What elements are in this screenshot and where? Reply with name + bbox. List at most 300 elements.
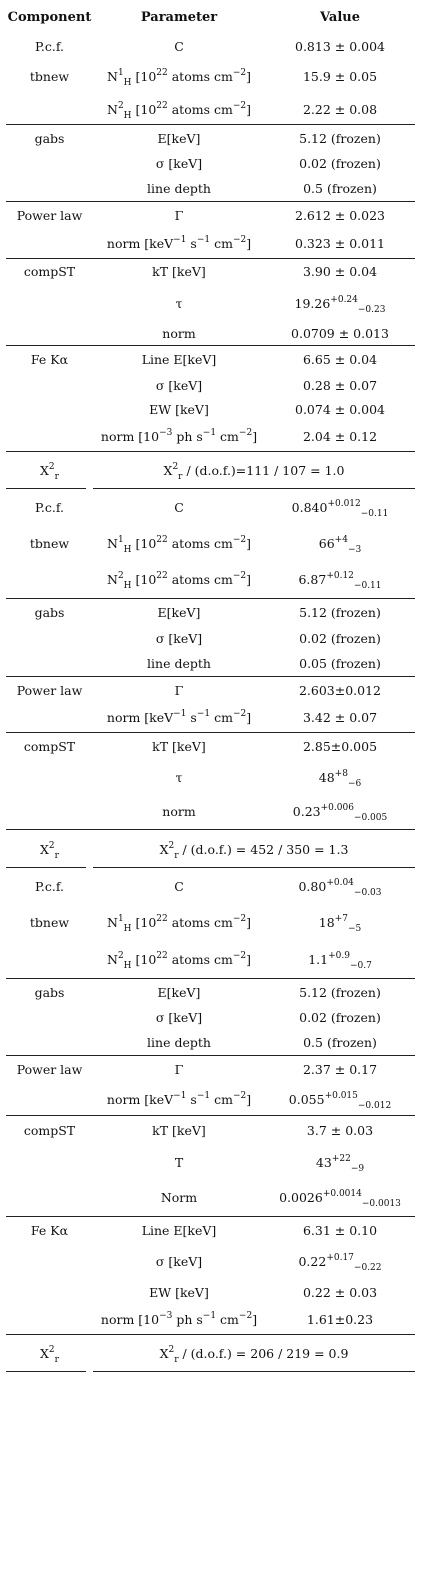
text-run: cm [210, 710, 233, 725]
table-row [6, 176, 415, 201]
parameter-cell [93, 739, 265, 754]
text-run: 6.65 ± 0.04 [302, 352, 378, 367]
component-cell: gabs [34, 130, 65, 146]
text-run: 2.612 ± 0.023 [295, 207, 385, 223]
table-row [6, 561, 415, 598]
component-cell: compST [23, 264, 76, 279]
value-cell [265, 1062, 415, 1077]
text-run: 2.22 ± 0.08 [302, 101, 378, 117]
parameter-cell [93, 1035, 265, 1050]
component-cell: Fe Kα [30, 1223, 69, 1238]
superscript: 22 [156, 914, 168, 924]
text-run: cm [216, 1312, 239, 1327]
superscript: −2 [232, 234, 247, 245]
table-row [6, 1056, 415, 1083]
text-run: [10 [131, 101, 157, 117]
text-run: 6.31 ± 0.10 [302, 1223, 378, 1238]
statistic-cell [93, 462, 415, 482]
value-cell [265, 950, 415, 971]
text-run: 0.813 ± 0.004 [295, 39, 385, 54]
text-run: Χ [40, 463, 49, 478]
table-row [6, 651, 415, 676]
table-row [6, 397, 415, 422]
text-run: / (d.o.f.)=111 / 107 = 1.0 [182, 463, 345, 478]
parameter-group [6, 489, 415, 599]
rule-left [6, 867, 86, 868]
subscript: −0.0013 [361, 1199, 401, 1209]
parameter-group [6, 259, 415, 346]
text-run: kT [keV] [152, 264, 206, 279]
superscript: 1 [117, 914, 124, 924]
value-cell [265, 656, 415, 671]
subscript: −0.7 [349, 960, 372, 971]
table-row [6, 703, 415, 732]
subscript: −0.22 [353, 1263, 382, 1273]
table-row [6, 489, 415, 526]
value-cell [265, 878, 415, 898]
parameter-cell [93, 914, 265, 934]
text-run: norm [keV [106, 235, 174, 251]
text-run: 48 [318, 769, 335, 785]
header-parameter: Parameter [140, 9, 218, 25]
text-run: 5.12 (frozen) [299, 605, 381, 620]
superscript: +0.04 [326, 878, 354, 888]
text-run: norm [keV [106, 1091, 174, 1107]
subscript: −0.11 [353, 581, 382, 591]
parameter-cell [93, 100, 265, 121]
parameter-cell [93, 879, 265, 894]
superscript: +0.006 [320, 803, 354, 813]
parameter-cell [93, 1223, 265, 1238]
value-cell [265, 631, 415, 646]
text-run: E[keV] [157, 605, 201, 620]
parameter-cell [93, 656, 265, 671]
text-run: 0.02 (frozen) [299, 1010, 381, 1025]
text-run: σ [keV] [155, 1254, 203, 1269]
parameter-cell [93, 296, 265, 311]
text-run: 0.28 ± 0.07 [302, 377, 378, 393]
superscript: −1 [173, 709, 187, 719]
superscript: 2 [117, 950, 124, 961]
parameter-cell [93, 1062, 265, 1077]
value-cell [265, 39, 415, 54]
table-row [6, 1279, 415, 1305]
text-run: N [107, 572, 118, 587]
table-row [6, 760, 415, 794]
parameter-cell [93, 500, 265, 515]
superscript: 22 [156, 68, 168, 78]
subscript: H [123, 110, 132, 121]
header-component: Component [7, 9, 92, 25]
parameter-cell [93, 1285, 265, 1300]
table-row [6, 422, 415, 451]
text-run: cm [216, 429, 239, 444]
table-row [6, 259, 415, 284]
table-row [6, 373, 415, 397]
subscript: r [54, 472, 59, 482]
subscript: H [123, 545, 132, 555]
rule-right [93, 867, 415, 868]
text-run: 5.12 (frozen) [299, 130, 381, 146]
subscript: r [174, 1355, 179, 1365]
text-run: cm [210, 1091, 233, 1107]
text-run: 0.02 (frozen) [299, 631, 381, 646]
superscript: 2 [117, 100, 124, 111]
text-run: 0.80 [298, 879, 327, 894]
text-run: 3.90 ± 0.04 [302, 264, 378, 279]
table-row [6, 322, 415, 345]
parameter-group [6, 868, 415, 979]
component-cell: compST [23, 739, 76, 754]
text-run: 2.603±0.012 [298, 682, 382, 698]
text-run: 2.85±0.005 [302, 739, 378, 754]
text-run: N [107, 915, 118, 930]
parameter-group [6, 34, 415, 125]
superscript: +8 [334, 768, 348, 779]
parameter-cell [93, 208, 265, 223]
text-run: kT [keV] [152, 739, 206, 754]
value-cell [265, 1010, 415, 1025]
subscript: −3 [347, 545, 362, 555]
parameter-cell [93, 68, 265, 88]
text-run: ] [246, 101, 251, 117]
value-cell [265, 985, 415, 1000]
text-run: / (d.o.f.) = 452 / 350 = 1.3 [178, 841, 349, 857]
table-row [6, 1005, 415, 1030]
parameter-cell [93, 352, 265, 367]
value-cell [265, 605, 415, 620]
text-run: 3.7 ± 0.03 [306, 1123, 374, 1138]
text-run: Χ [159, 1346, 169, 1361]
subscript: H [123, 581, 132, 591]
text-run: Line E[keV] [141, 352, 217, 367]
text-run: C [174, 500, 184, 515]
table-row [6, 940, 415, 978]
parameter-cell [93, 429, 265, 444]
text-run: 1.1 [308, 951, 329, 967]
superscript: −1 [196, 1090, 211, 1101]
parameter-cell [93, 605, 265, 620]
superscript: 2 [117, 571, 124, 581]
text-run: 6.87 [298, 572, 327, 587]
text-run: [10 [131, 915, 157, 930]
parameter-cell [93, 156, 265, 171]
text-run: τ [175, 769, 183, 785]
table-row [6, 677, 415, 703]
text-run: σ [keV] [155, 377, 203, 393]
table-row [6, 125, 415, 151]
text-run: s [186, 1091, 197, 1107]
text-run: 0.5 (frozen) [303, 181, 377, 196]
text-run: atoms cm [167, 915, 233, 930]
parameter-cell [93, 39, 265, 54]
text-run: 66 [318, 536, 335, 551]
superscript: +0.17 [326, 1253, 354, 1263]
parameter-cell [93, 326, 265, 341]
text-run: 0.02 (frozen) [299, 156, 381, 171]
value-cell [265, 1090, 415, 1111]
parameter-group [6, 1056, 415, 1116]
value-cell [265, 710, 415, 725]
parameter-cell [93, 1010, 265, 1025]
superscript: −2 [232, 100, 247, 111]
value-cell [265, 156, 415, 171]
parameter-cell [93, 683, 265, 698]
text-run: 0.0026 [279, 1190, 323, 1205]
parameter-cell [93, 1155, 265, 1170]
text-run: σ [keV] [155, 631, 203, 646]
text-run: Χ [159, 841, 169, 857]
table-row [6, 284, 415, 322]
text-run: ] [252, 429, 258, 444]
superscript: 2 [48, 1345, 55, 1355]
parameter-group [6, 677, 415, 733]
reduced-chi-square-row [6, 452, 415, 489]
value-cell [265, 571, 415, 591]
superscript: 2 [48, 840, 55, 851]
value-cell [265, 1253, 415, 1273]
text-run: ] [246, 536, 251, 551]
superscript: +7 [334, 914, 348, 924]
value-cell [265, 131, 415, 146]
subscript: −9 [350, 1163, 365, 1174]
superscript: 1 [117, 68, 124, 78]
superscript: −1 [196, 234, 211, 245]
parameter-cell [93, 710, 265, 725]
text-run: 0.23 [292, 804, 321, 819]
parameter-cell [93, 1254, 265, 1269]
component-cell [6, 462, 93, 482]
superscript: 2 [168, 1345, 175, 1355]
text-run: N [107, 951, 118, 967]
parameter-group [6, 1116, 415, 1217]
value-cell [265, 1223, 415, 1238]
text-run: C [174, 879, 184, 894]
superscript: −2 [232, 1090, 247, 1101]
text-run: 1.61±0.23 [306, 1312, 374, 1327]
value-cell [265, 69, 415, 84]
text-run: Χ [40, 1346, 49, 1361]
parameter-cell [93, 378, 265, 393]
subscript: −0.23 [357, 304, 386, 315]
value-cell [265, 768, 415, 789]
table-row [6, 868, 415, 905]
component-cell: Power law [16, 1062, 83, 1077]
superscript: −1 [202, 1311, 217, 1321]
text-run: 0.840 [291, 500, 328, 515]
text-run: N [107, 101, 118, 117]
subscript: −0.03 [353, 888, 382, 898]
text-run: 18 [318, 915, 335, 930]
text-run: EW [keV] [149, 402, 209, 417]
value-cell [265, 352, 415, 367]
parameter-cell [93, 1312, 265, 1327]
table-row [6, 905, 415, 940]
text-run: 5.12 (frozen) [299, 984, 381, 1000]
text-run: 3.42 ± 0.07 [302, 710, 378, 725]
text-run: 0.22 ± 0.03 [302, 1284, 378, 1300]
text-run: 0.074 ± 0.004 [295, 402, 385, 417]
text-run: ] [246, 572, 251, 587]
parameter-cell [93, 950, 265, 971]
text-run: σ [keV] [155, 156, 203, 171]
header-value: Value [320, 9, 360, 25]
text-run: C [174, 39, 184, 54]
component-cell: Power law [16, 207, 83, 223]
table-row [6, 626, 415, 651]
superscript: −2 [232, 709, 247, 719]
subscript: −0.005 [353, 813, 388, 823]
text-run: 0.05 (frozen) [299, 656, 381, 671]
value-cell [265, 1153, 415, 1174]
value-cell [265, 236, 415, 251]
text-run: norm [162, 804, 196, 819]
superscript: +0.24 [330, 294, 358, 305]
parameter-group [6, 1217, 415, 1335]
superscript: +0.0014 [322, 1189, 362, 1199]
superscript: +0.9 [328, 950, 350, 961]
superscript: −2 [238, 1311, 253, 1321]
parameter-cell [93, 264, 265, 279]
text-run: ] [246, 1091, 252, 1107]
text-run: atoms cm [167, 101, 233, 117]
superscript: +4 [334, 535, 348, 545]
rule-right [93, 1371, 415, 1372]
superscript: 2 [172, 462, 179, 472]
text-run: ] [252, 1312, 258, 1327]
text-run: ] [246, 915, 251, 930]
text-run: ] [246, 235, 252, 251]
superscript: −2 [232, 68, 247, 78]
parameter-cell [93, 1092, 265, 1107]
table-row [6, 1217, 415, 1244]
parameter-cell [93, 1123, 265, 1138]
text-run: [10 [131, 572, 157, 587]
subscript: −0.012 [357, 1100, 392, 1111]
parameter-cell [93, 236, 265, 251]
text-run: T [174, 1154, 184, 1170]
superscript: 22 [156, 950, 168, 961]
statistic-cell [93, 840, 415, 861]
rule-left [6, 488, 86, 489]
parameter-cell [93, 181, 265, 196]
table-row [6, 151, 415, 176]
parameter-group [6, 125, 415, 202]
parameter-group [6, 979, 415, 1056]
table-row [6, 228, 415, 258]
superscript: +0.015 [324, 1090, 358, 1101]
rule-left [6, 1371, 86, 1372]
component-cell: gabs [34, 984, 65, 1000]
superscript: −3 [159, 1311, 173, 1321]
parameter-group [6, 830, 415, 868]
superscript: −1 [196, 709, 211, 719]
parameter-cell [93, 985, 265, 1000]
parameter-cell [93, 535, 265, 555]
parameter-group [6, 733, 415, 830]
component-cell: gabs [34, 605, 65, 620]
parameter-group [6, 452, 415, 489]
parameter-cell [93, 770, 265, 785]
text-run: cm [210, 235, 233, 251]
value-cell [265, 1189, 415, 1209]
value-cell [265, 326, 415, 341]
text-run: 19.26 [294, 295, 331, 311]
text-run: [10 [131, 951, 157, 967]
component-cell: tbnew [29, 915, 70, 930]
text-run: atoms cm [167, 951, 233, 967]
value-cell [265, 683, 415, 698]
reduced-chi-square-row [6, 830, 415, 868]
text-run: line depth [147, 1035, 211, 1050]
parameter-group [6, 202, 415, 259]
text-run: norm [keV [106, 710, 174, 725]
value-cell [265, 1312, 415, 1327]
parameter-cell [93, 1190, 265, 1205]
superscript: −2 [232, 914, 247, 924]
text-run: N [107, 536, 118, 551]
text-run: N [107, 69, 118, 84]
component-cell: tbnew [29, 536, 70, 551]
value-cell [265, 499, 415, 519]
statistic-cell [93, 1345, 415, 1365]
superscript: −1 [173, 1090, 187, 1101]
text-run: ph s [172, 1312, 203, 1327]
superscript: −2 [232, 950, 247, 961]
table-row [6, 1083, 415, 1115]
text-run: Norm [160, 1190, 198, 1205]
table-row [6, 1030, 415, 1055]
table-row [6, 1116, 415, 1145]
component-cell [6, 840, 93, 861]
superscript: 22 [156, 571, 168, 581]
subscript: H [123, 924, 132, 934]
subscript: r [174, 850, 179, 861]
component-cell: compST [23, 1123, 76, 1138]
table-row [6, 346, 415, 373]
text-run: [10 [131, 69, 157, 84]
table-row [6, 794, 415, 829]
value-cell [265, 294, 415, 315]
text-run: atoms cm [167, 69, 233, 84]
text-run: 15.9 ± 0.05 [302, 69, 378, 84]
superscript: 2 [48, 462, 55, 472]
table-header [6, 0, 415, 34]
text-run: τ [175, 295, 183, 311]
text-run: norm [162, 326, 196, 341]
component-cell: P.c.f. [35, 879, 64, 894]
text-run: / (d.o.f.) = 206 / 219 = 0.9 [178, 1346, 349, 1361]
subscript: r [54, 850, 59, 861]
value-cell [265, 803, 415, 823]
value-cell [265, 1123, 415, 1138]
text-run: atoms cm [167, 536, 233, 551]
parameter-cell [93, 631, 265, 646]
table-row [6, 599, 415, 626]
superscript: +0.12 [326, 571, 354, 581]
text-run: ph s [172, 429, 203, 444]
superscript: −2 [232, 535, 247, 545]
text-run: line depth [147, 181, 211, 196]
value-cell [265, 535, 415, 555]
subscript: −6 [347, 778, 362, 789]
value-cell [265, 739, 415, 754]
superscript: 22 [156, 100, 168, 111]
subscript: −5 [347, 924, 362, 934]
text-run: σ [keV] [155, 1010, 203, 1025]
table-row [6, 1145, 415, 1179]
superscript: −2 [232, 571, 247, 581]
